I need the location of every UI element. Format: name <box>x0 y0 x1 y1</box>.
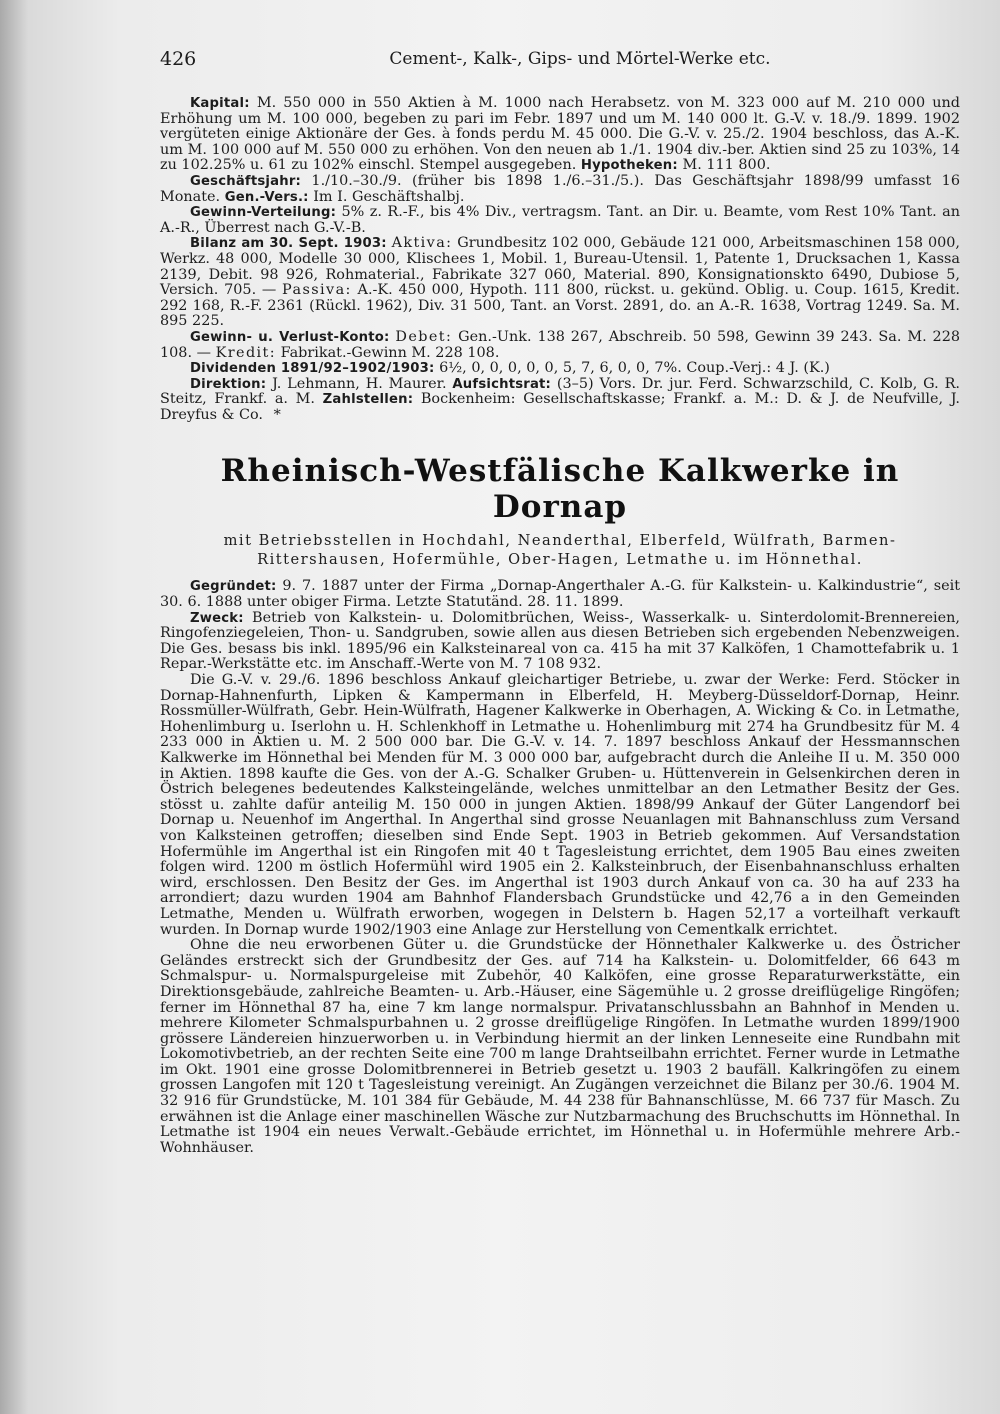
direktion-label: Direktion: <box>190 376 267 392</box>
dividenden-label: Dividenden 1891/92–1902/1903: <box>190 361 435 377</box>
zahlstellen-label: Zahlstellen: <box>322 392 414 408</box>
hypotheken-text: M. 111 800. <box>682 157 771 174</box>
gewinnverteilung-label: Gewinn-Verteilung: <box>190 205 337 221</box>
genvers-text: Im I. Geschäftshalbj. <box>313 188 465 205</box>
gegruendet-paragraph <box>160 579 960 610</box>
bilanz-label: Bilanz am 30. Sept. 1903: <box>190 236 387 252</box>
geschaeftsjahr-label: Geschäftsjahr: <box>190 173 301 189</box>
kapital-paragraph <box>160 96 960 174</box>
zweck-label: Zweck: <box>190 610 244 626</box>
page-number: 426 <box>160 48 197 70</box>
geschaeftsjahr-paragraph <box>160 174 960 205</box>
guv-label: Gewinn- u. Verlust-Konto: <box>190 329 390 345</box>
entry-rheinisch-westfaelische-kalkwerke <box>160 579 960 1156</box>
property-paragraph: Ohne die neu erworbenen Güter u. die Grundstücke der Hönnethaler Kalkwerke u. des Östricher Geländes erstreckt sich der Grundbesitz der Ges. auf 714 ha Kalkstein- u. Dolomitfelder, 66 643 m Schmalspur- u. Normalspurgeleise mit Zubehör, 40 Kalköfen, eine grosse Reparaturwerkstätte, ein Direktionsgebäude, zahlreiche Beamten- u. Arb.-Häuser, eine Sägemühle u. 2 grosse dreiflügelige Ringöfen; ferner im Hönnethal 87 ha, eine 7 km lange normalspur. Privatanschlussbahn an Bahnhof in Menden u. mehrere Kilometer Schmalspurbahnen u. 2 grosse dreiflügelige Ringöfen. In Letmathe wurden 1899/1900 grössere Ländereien hinzuerworben u. in Verbindung hiermit an der linken Lenneseite eine Rundbahn mit Lokomotivbetrieb, an der rechten Seite eine 700 m lange Drahtseilbahn errichtet. Ferner wurde in Letmathe im Okt. 1901 eine grosse Dolomitbrennerei in Betrieb gesetzt u. 1903 2 baufäll. Kalkringöfen zu einem grossen Langofen mit 120 t Tagesleistung vereinigt. An Zugängen verzeichnet die Bilanz per 30./6. 1904 M. 32 916 für Grundstücke, M. 101 384 für Gebäude, M. 44 238 für Bahnanschlüsse, M. 66 737 für Masch. Zu erwähnen ist die Anlage einer maschinellen Wäsche zur Nutzbarmachung des Bruchschutts im Hönnethal. In Letmathe ist 1904 ein neues Verwalt.-Gebäude errichtet, im Hönnethal u. in Hofermühle mehrere Arb.-Wohnhäuser. <box>160 937 960 1156</box>
guv-paragraph <box>160 330 960 361</box>
running-head <box>160 44 960 78</box>
bilanz-paragraph <box>160 236 960 330</box>
bilanz-passiva-word: Passiva: <box>282 282 352 299</box>
dividenden-paragraph <box>160 361 960 377</box>
company-title: Rheinisch-Westfälische Kalkwerke in Dornap <box>220 453 900 526</box>
zweck-text: Betrieb von Kalkstein- u. Dolomitbrüchen, Weiss-, Wasserkalk- u. Sinterdolomit-Brennereien, Ringofenziegeleien, Thon- u. Sandgruben, sowie allen aus diesen Betrieben sich ergebenden Nebenzweigen. Die Ges. besass bis inkl. 1895/96 ein Kalksteinareal von ca. 415 ha mit 37 Kalköfen, 1 Chamottefabrik u. 1 Repar.-Werkstätte etc. im Anschaff.-Werte von M. 7 108 932. <box>160 609 961 673</box>
gegruendet-label: Gegründet: <box>190 579 277 595</box>
guv-kredit-text: Fabrikat.-Gewinn M. 228 108. <box>280 344 500 361</box>
gegruendet-text: 9. 7. 1887 unter der Firma „Dornap-Angerthaler A.-G. für Kalkstein- u. Kalkindustrie“, seit 30. 6. 1888 unter obiger Firma. Letzte Statutänd. 28. 11. 1899. <box>160 578 960 611</box>
history-paragraph: Die G.-V. v. 29./6. 1896 beschloss Ankauf gleichartiger Betriebe, u. zwar der Werke: Ferd. Stöcker in Dornap-Hahnenfurth, Lipken & Kampermann in Elberfeld, H. Meyberg-Düsseldorf-Dornap, Heinr. Rossmüller-Wülfrath, Gebr. Hein-Wülfrath, Hagener Kalkwerke in Oberhagen, A. Wicking & Co. in Letmathe, Hohenlimburg u. Iserlohn u. H. Schlenkhoff in Letmathe u. Hohenlimburg mit 274 ha Grundbesitz für M. 4 233 000 in Aktien u. M. 2 500 000 bar. Die G.-V. v. 14. 7. 1897 beschloss Ankauf der Hessmannschen Kalkwerke im Hönnethal bei Menden für M. 3 000 000 bar, aufgebracht durch die Anleihe II u. M. 350 000 in Aktien. 1898 kaufte die Ges. von der A.-G. Schalker Gruben- u. Hüttenverein in Gelsenkirchen deren in Östrich belegenes bedeutendes Kalksteingelände, welches unmittelbar an den Letmather Besitz der Ges. stösst u. zahlte dafür anteilig M. 150 000 in jungen Aktien. 1898/99 Ankauf der Güter Langendorf bei Dornap u. Neuenhof im Angerthal. In Angerthal sind grosse Neuanlagen mit Bahnanschluss zum Versand von Kalksteinen getroffen; dieselben sind Ende Sept. 1903 in Betrieb gekommen. Auf Versandstation Hofermühle im Angerthal ist ein Ringofen mit 40 t Tagesleistung errichtet, dem 1905 Bau eines zweiten folgen wird. 1200 m östlich Hofermühl wird 1905 ein 2. Kalksteinbruch, der Eisenbahnanschluss erhalten wird, erschlossen. Den Besitz der Ges. im Angerthal ist 1903 durch Ankauf von ca. 30 ha auf 233 ha arrondiert; dazu wurden 1904 am Bahnhof Flandersbach Grundstücke und 42,76 a in den Gemeinden Letmathe, Menden u. Wülfrath erworben, wogegen in Delstern b. Hagen 52,17 a vorteilhaft verkauft wurden. In Dornap wurde 1902/1903 eine Anlage zur Herstellung von Cementkalk errichtet. <box>160 672 960 938</box>
dividenden-text: 6½, 0, 0, 0, 0, 0, 5, 7, 6, 0, 0, 7%. Coup.-Verj.: 4 J. (K.) <box>439 360 830 377</box>
entry-previous-company <box>160 96 960 423</box>
bilanz-aktiva-word: Aktiva: <box>391 235 453 252</box>
guv-debet-word: Debet: <box>395 328 453 345</box>
direktion-text: J. Lehmann, H. Maurer. <box>272 375 447 392</box>
direktion-paragraph <box>160 377 960 424</box>
zahlstellen-text: Bockenheim: Gesellschaftskasse; Frankf. a. M.: D. & J. de Neufville, J. Dreyfus & Co. <box>160 391 960 423</box>
entry-end-mark: * <box>273 406 281 423</box>
running-title: Cement-, Kalk-, Gips- und Mörtel-Werke etc. <box>389 49 771 69</box>
company-subtitle: mit Betriebsstellen in Hochdahl, Neanderthal, Elberfeld, Wülfrath, Barmen-Rittershausen, Hofermühle, Ober-Hagen, Letmathe u. im Hönnethal. <box>223 532 897 569</box>
guv-kredit-word: Kredit: <box>215 344 276 361</box>
kapital-text: M. 550 000 in 550 Aktien à M. 1000 nach Herabsetz. von M. 323 000 auf M. 210 000 und Erhöhung um M. 100 000, begeben zu pari im Febr. 1897 und um M. 140 000 lt. G.-V. v. 18./9. 1899. 1902 vergüteten einige Aktionäre der Ges. à fonds perdu M. 45 000. Die G.-V. v. 25./2. 1904 beschloss, das A.-K. um M. 100 000 auf M. 550 000 zu erhöhen. Von den neuen ab 1./1. 1904 div.-ber. Aktien sind 25 zu 103%, 14 zu 102.25% u. 61 zu 102% einschl. Stempel ausgegeben. <box>160 95 960 174</box>
bilanz-passiva-text: A.-K. 450 000, Hypoth. 111 800, rückst. u. gekünd. Oblig. u. Coup. 1615, Kredit. 292 168, R.-F. 2361 (Rückl. 1962), Div. 31 500, Tant. an Vorst. 2891, do. an A.-R. 1638, Vortrag 1249. Sa. M. 895 225. <box>160 282 960 330</box>
geschaeftsjahr-text: 1./10.–30./9. (früher bis 1898 1./6.–31./5.). Das Geschäftsjahr 1898/99 umfasst 16 Monate. <box>160 172 960 205</box>
page-edge-shadow <box>0 0 28 1414</box>
gewinnverteilung-text: 5% z. R.-F., bis 4% Div., vertragsm. Tant. an Dir. u. Beamte, vom Rest 10% Tant. an A.-R., Überrest nach G.-V.-B. <box>160 204 960 236</box>
kapital-label: Kapital: <box>190 96 250 111</box>
aufsichtsrat-label: Aufsichtsrat: <box>452 376 552 392</box>
gewinnverteilung-paragraph <box>160 205 960 236</box>
bilanz-aktiva-text: Grundbesitz 102 000, Gebäude 121 000, Arbeitsmaschinen 158 000, Werkz. 48 000, Modelle 30 000, Klischees 1, Mobil. 1, Bureau-Utensil. 1, Patente 1, Drucksachen 1, Kassa 2139, Debit. 98 926, Rohmaterial., Fabrikate 327 060, Material. 890, Konsignationskto 6490, Dubiose 5, Versich. 705. — <box>160 235 960 299</box>
zweck-paragraph <box>160 611 960 673</box>
guv-debet-text: Gen.-Unk. 138 267, Abschreib. 50 598, Gewinn 39 243. Sa. M. 228 108. — <box>160 328 961 361</box>
aufsichtsrat-text: (3–5) Vors. Dr. jur. Ferd. Schwarzschild, C. Kolb, G. R. Steitz, Frankf. a. M. <box>160 375 960 408</box>
page <box>160 44 960 1156</box>
hypotheken-label: Hypotheken: <box>580 158 678 174</box>
genvers-label: Gen.-Vers.: <box>224 189 309 205</box>
